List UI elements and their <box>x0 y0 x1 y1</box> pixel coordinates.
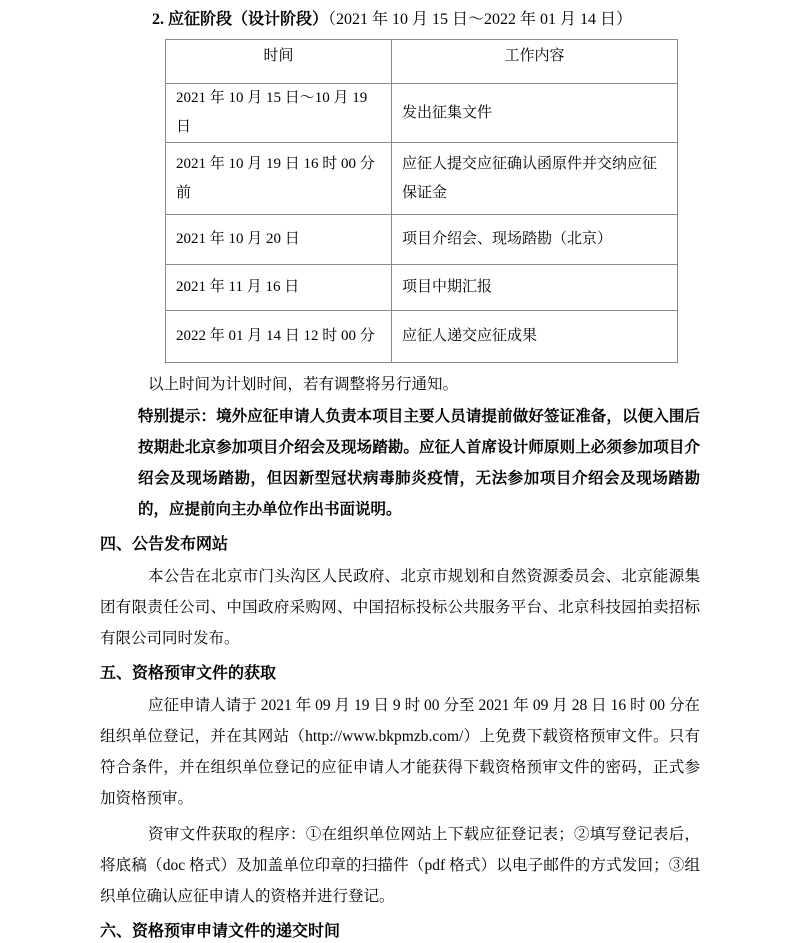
special-notice: 特别提示：境外应征申请人负责本项目主要人员请提前做好签证准备，以便入围后按期赴北京参加项目介绍会及现场踏勘。应征人首席设计师原则上必须参加项目介绍会及现场踏勘，但因新型冠状病毒肺炎疫情，无法参加项目介绍会及现场踏勘的，应提前向主办单位作出书面说明。 <box>138 408 700 518</box>
cell-work: 项目中期汇报 <box>392 265 678 311</box>
cell-work: 应征人提交应征确认函原件并交纳应征保证金 <box>392 143 678 215</box>
schedule-table <box>165 39 678 363</box>
section-5-heading: 五、资格预审文件的获取 <box>100 665 277 682</box>
section-6-heading: 六、资格预审申请文件的递交时间 <box>100 923 341 940</box>
table-row <box>166 311 678 363</box>
section-4-heading: 四、公告发布网站 <box>100 536 229 553</box>
table-row <box>166 265 678 311</box>
cell-time: 2022 年 01 月 14 日 12 时 00 分 <box>166 311 392 363</box>
cell-time: 2021 年 10 月 20 日 <box>166 215 392 265</box>
cell-work: 发出征集文件 <box>392 84 678 143</box>
cell-work: 项目介绍会、现场踏勘（北京） <box>392 215 678 265</box>
schedule-note: 以上时间为计划时间，若有调整将另行通知。 <box>148 376 459 393</box>
cell-time: 2021 年 10 月 15 日～10 月 19 日 <box>166 84 392 143</box>
section-5-paragraph-2: 资审文件获取的程序：①在组织单位网站上下载应征登记表；②填写登记表后，将底稿（doc 格式）及加盖单位印章的扫描件（pdf 格式）以电子邮件的方式发回；③组织单位确认应征申请人的资格并进行登记。 <box>100 826 700 905</box>
table-row <box>166 84 678 143</box>
table-row <box>166 143 678 215</box>
section-2-heading-title: 2. 应征阶段（设计阶段） <box>152 11 329 28</box>
section-2-heading <box>152 9 700 31</box>
table-header-time: 时间 <box>166 40 392 84</box>
cell-time: 2021 年 11 月 16 日 <box>166 265 392 311</box>
table-row <box>166 215 678 265</box>
table-header-row <box>166 40 678 84</box>
cell-work: 应征人递交应征成果 <box>392 311 678 363</box>
section-2-heading-date-range: （2021 年 10 月 15 日～2022 年 01 月 14 日） <box>328 11 633 28</box>
section-4-paragraph: 本公告在北京市门头沟区人民政府、北京市规划和自然资源委员会、北京能源集团有限责任公司、中国政府采购网、中国招标投标公共服务平台、北京科技园拍卖招标有限公司同时发布。 <box>100 568 700 647</box>
table-header-work: 工作内容 <box>392 40 678 84</box>
section-5-paragraph-1: 应征申请人请于 2021 年 09 月 19 日 9 时 00 分至 2021 年 09 月 28 日 16 时 00 分在组织单位登记，并在其网站（http://www.bkpmzb.com/）上免费下载资格预审文件。只有符合条件，并在组织单位登记的应征申请人才能获得下载资格预审文件的密码，正式参加资格预审。 <box>100 697 700 807</box>
cell-time: 2021 年 10 月 19 日 16 时 00 分前 <box>166 143 392 215</box>
